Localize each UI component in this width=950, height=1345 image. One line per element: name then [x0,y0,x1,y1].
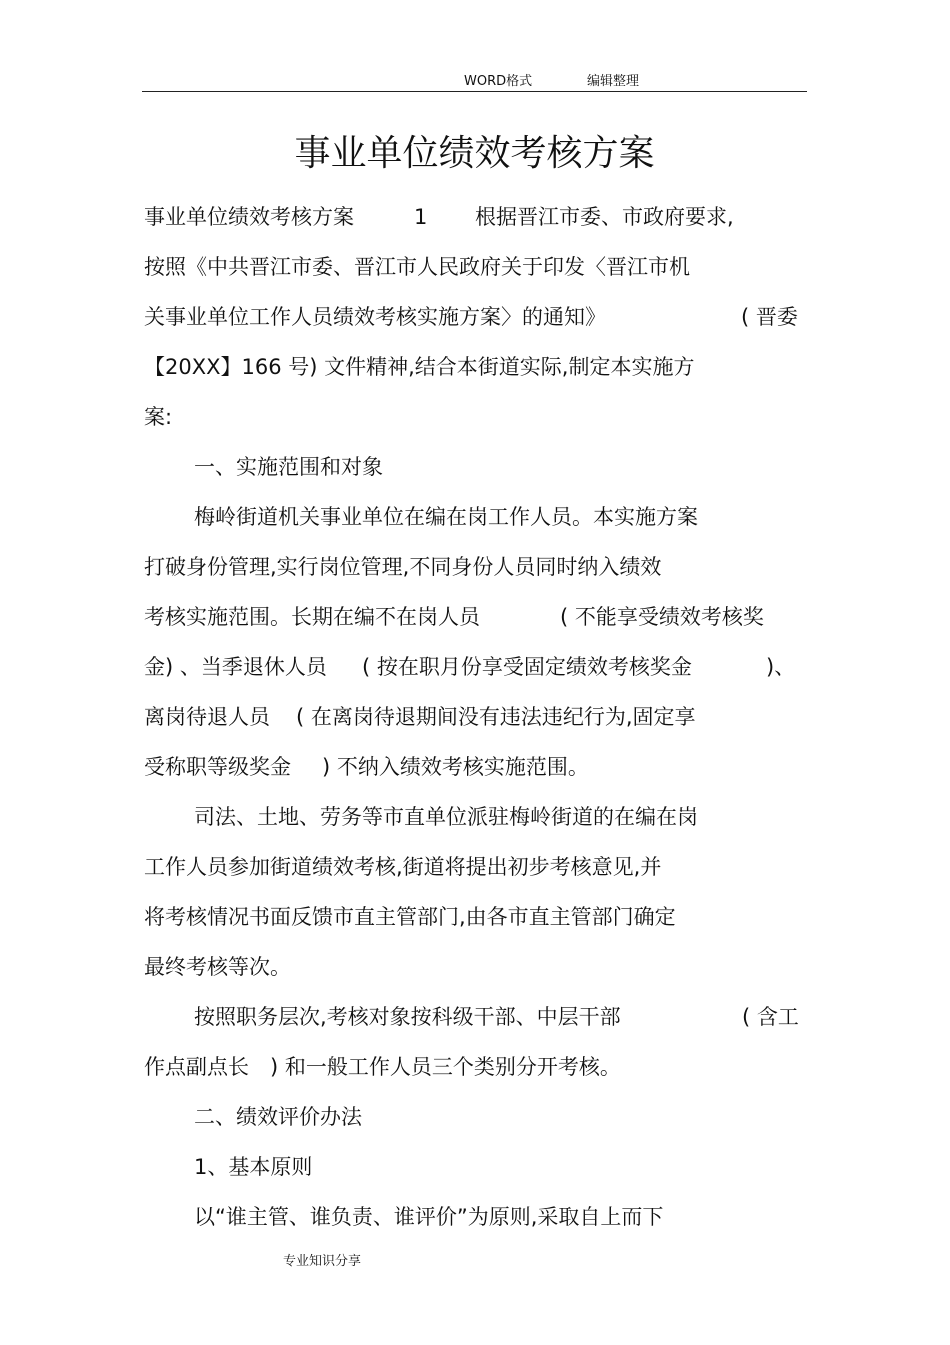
text-segment: 梅岭街道机关事业单位在编在岗工作人员。本实施方案 [194,505,698,529]
text-segment: 按照《中共晋江市委、晋江市人民政府关于印发〈晋江市机 [144,255,690,279]
text-segment: 司法、土地、劳务等市直单位派驻梅岭街道的在编在岗 [194,805,698,829]
text-segment: 以“谁主管、谁负责、谁评价”为原则,采取自上而下 [194,1205,664,1229]
text-segment: 将考核情况书面反馈市直主管部门,由各市直主管部门确定 [144,905,676,929]
header-edit-label: 编辑整理 [587,74,640,89]
text-segment: 金) 、当季退休人员 [144,655,327,679]
text-segment: 关事业单位工作人员绩效考核实施方案〉的通知》 [144,305,606,329]
text-segment: 作点副点长 [144,1055,249,1079]
text-segment: 打破身份管理,实行岗位管理,不同身份人员同时纳入绩效 [144,555,662,579]
page-header [142,68,807,92]
text-segment: 案: [144,405,173,429]
text-segment: 1 [414,205,428,229]
text-segment: 根据晋江市委、市政府要求, [475,205,734,229]
text-segment: ( 含工 [742,1005,799,1029]
text-segment: 离岗待退人员 [144,705,270,729]
text-segment: ( 不能享受绩效考核奖 [560,605,764,629]
text-segment: 按照职务层次,考核对象按科级干部、中层干部 [194,1005,621,1029]
text-segment: )、 [766,655,796,679]
text-segment: ) 不纳入绩效考核实施范围。 [322,755,589,779]
document-title: 事业单位绩效考核方案 [294,133,655,174]
header-format-label: WORD格式 [464,74,533,89]
text-segment: ( 按在职月份享受固定绩效考核奖金 [362,655,692,679]
page-footer: 专业知识分享 [283,1254,362,1269]
text-segment: 受称职等级奖金 [144,755,291,779]
text-segment: 【20XX】166 号) 文件精神,结合本街道实际,制定本实施方 [144,355,695,379]
text-segment: 一、实施范围和对象 [194,455,383,479]
text-segment: 最终考核等次。 [144,955,291,979]
text-segment: 工作人员参加街道绩效考核,街道将提出初步考核意见,并 [144,855,662,879]
text-segment: ( 晋委 [741,305,798,329]
text-segment: 1、基本原则 [194,1155,313,1179]
text-segment: 二、绩效评价办法 [194,1105,362,1129]
text-segment: ) 和一般工作人员三个类别分开考核。 [270,1055,621,1079]
text-segment: 事业单位绩效考核方案 [144,205,354,229]
text-segment: ( 在离岗待退期间没有违法违纪行为,固定享 [296,705,696,729]
text-segment: 考核实施范围。长期在编不在岗人员 [144,605,480,629]
